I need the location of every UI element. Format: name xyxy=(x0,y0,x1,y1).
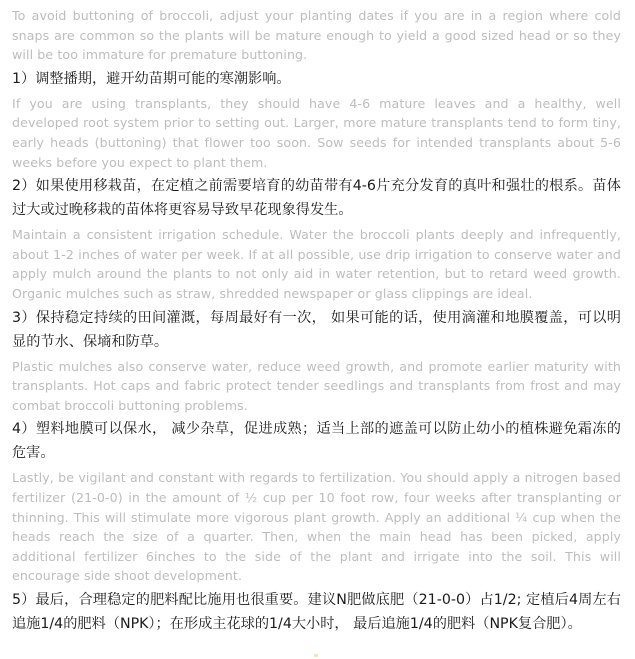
chinese-paragraph: 2）如果使用移栽苗，在定植之前需要培育的幼苗带有4-6片充分发育的真叶和强壮的根系。苗体过大或过晚移栽的苗体将更容易导致早花现象得发生。 xyxy=(12,178,621,219)
paragraph-block-2 xyxy=(12,94,621,222)
paragraph-block-1 xyxy=(12,6,621,91)
english-paragraph: Plastic mulches also conserve water, reduce weed growth, and promote earlier maturity with transplants. Hot caps and fabric protect tender seedlings and transplants from frost and may combat broccoli buttoning problems. xyxy=(12,358,621,413)
chinese-paragraph: 5）最后，合理稳定的肥料配比施用也很重要。建议N肥做底肥（21-0-0）占1/2; 定植后4周左右追施1/4的肥料（NPK）；在形成主花球的1/4大小时， 最后追施1/4的肥料（NPK复合肥）。 xyxy=(12,591,621,632)
chinese-paragraph: 1）调整播期，避开幼苗期可能的寒潮影响。 xyxy=(12,70,291,87)
chinese-paragraph: 4）塑料地膜可以保水， 减少杂草，促进成熟；适当上部的遮盖可以防止幼小的植株避免霜冻的危害。 xyxy=(12,421,621,462)
decorative-mark xyxy=(314,654,318,657)
english-paragraph: If you are using transplants, they should have 4-6 mature leaves and a healthy, well developed root system prior to setting out. Larger, more mature transplants tend to form tiny, early heads (buttoning) that flower too soon. Sow seeds for intended transplants about 5-6 weeks before you expect to plant them. xyxy=(12,95,621,170)
chinese-paragraph: 3）保持稳定持续的田间灌溉，每周最好有一次， 如果可能的话，使用滴灌和地膜覆盖，可以明显的节水、保墒和防草。 xyxy=(12,309,621,350)
paragraph-block-3 xyxy=(12,225,621,353)
paragraph-block-4 xyxy=(12,357,621,466)
english-paragraph: Lastly, be vigilant and constant with regards to fertilization. You should apply a nitrogen based fertilizer (21-0-0) in the amount of ½ cup per 10 foot row, four weeks after transplanting or thinning. This will stimulate more vigorous plant growth. Apply an additional ¼ cup when the heads reach the size of a quarter. Then, when the main head has been picked, apply additional fertilizer 6inches to the side of the plant and irrigate into the soil. This will encourage side shoot development. xyxy=(12,470,621,584)
english-paragraph: To avoid buttoning of broccoli, adjust your planting dates if you are in a region where cold snaps are common so the plants will be mature enough to yield a good sized head or so they will be too immature for premature buttoning. xyxy=(12,8,621,63)
paragraph-block-5 xyxy=(12,468,621,636)
english-paragraph: Maintain a consistent irrigation schedule. Water the broccoli plants deeply and infrequently, about 1-2 inches of water per week. If at all possible, use drip irrigation to conserve water and apply mulch around the plants to not only aid in water retention, but to retard weed growth. Organic mulches such as straw, shredded newspaper or glass clippings are ideal. xyxy=(12,227,621,301)
